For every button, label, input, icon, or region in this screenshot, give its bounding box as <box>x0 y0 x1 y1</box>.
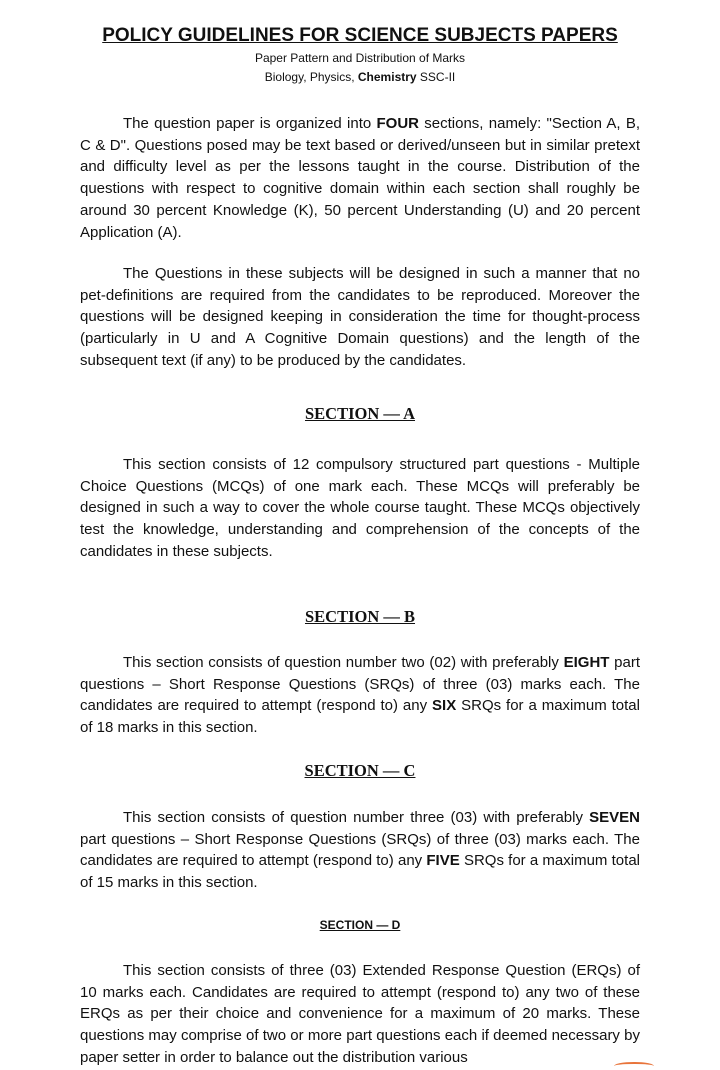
section-b-paragraph: This section consists of question number two (02) with preferably EIGHT part questions – Short Response Questions (SRQs) of three (03) marks each. The candidates are required to attempt (respond to) any SIX SRQs for a maximum total of 18 marks in this section. <box>80 654 641 737</box>
section-c-heading: SECTION — C <box>304 761 416 780</box>
document-subjects: Biology, Physics, Chemistry SSC-II <box>264 70 456 84</box>
section-a-heading: SECTION — A <box>304 404 416 423</box>
intro-paragraph-2: The Questions in these subjects will be designed in such a manner that no pet-definitions are required from the candidates to be reproduced. Moreover the questions will be designed keeping in consideration the time for thought-process (particularly in U and A Cognitive Domain questions) and the length of the subsequent text (if any) to be produced by the candidates. <box>80 265 640 369</box>
intro-paragraph-1: The question paper is organized into FOUR sections, namely: "Section A, B, C & D". Questions posed may be text based or derived/unseen but in similar pretext and difficulty level as per the lessons taught in the course. Distribution of the questions with respect to cognitive domain within each section shall roughly be around 30 percent Knowledge (K), 50 percent Understanding (U) and 20 percent Application (A). <box>80 115 640 241</box>
document-title: POLICY GUIDELINES FOR SCIENCE SUBJECTS PAPERS <box>102 25 618 46</box>
section-a-paragraph: This section consists of 12 compulsory structured part questions - Multiple Choice Questions (MCQs) of one mark each. These MCQs will preferably be designed in such a way to cover the whole course taught. These MCQs objectively test the knowledge, understanding and comprehension of the concepts of the candidates in these subjects. <box>80 456 640 560</box>
section-b-heading: SECTION — B <box>304 607 416 626</box>
document-subtitle: Paper Pattern and Distribution of Marks <box>254 51 466 65</box>
section-d-paragraph: This section consists of three (03) Extended Response Question (ERQs) of 10 marks each. Candidates are required to attempt (respond to) any two of these ERQs as per their choice and convenience for a maximum of 20 marks. These questions may comprise of two or more part questions each if deemed necessary by paper setter in order to balance out the distribution various <box>80 962 640 1066</box>
section-c-paragraph: This section consists of question number three (03) with preferably SEVEN part questions – Short Response Questions (SRQs) of three (03) marks each. The candidates are required to attempt (respond to) any FIVE SRQs for a maximum total of 15 marks in this section. <box>80 809 640 892</box>
section-d-heading: SECTION — D <box>319 918 401 932</box>
annotation-mark <box>614 1062 654 1070</box>
